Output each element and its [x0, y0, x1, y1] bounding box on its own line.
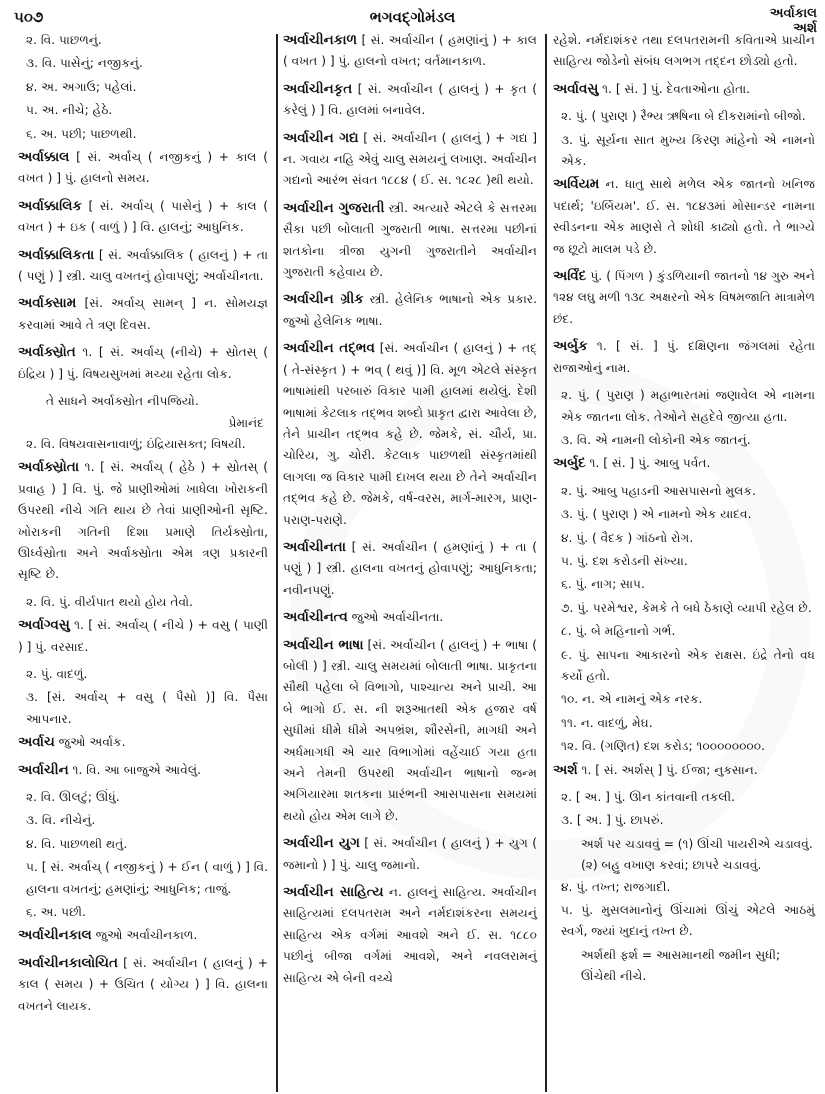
dictionary-columns [0, 30, 825, 1094]
entry-definition: ન. ધાતુ સાથે મળેલ એક જાતનો ખનિજ પદાર્થ; 'ઇર્બિયમ'. ઈ. સ. ૧૮૪૩માં મોસાન્ડર નામના સ્વીડનના એક માણસે તે શોધી કાઢ્યો હતો. તે ભાગ્યે જ છૂટો માલમ પડે છે. [553, 177, 815, 256]
entry-sense: ૩. વિ. પાસેનું; નજીકનું. [26, 56, 143, 71]
dictionary-entry [18, 953, 268, 1017]
entry-sense: ૩. [ અ. ] પું. છાપરું. [561, 813, 664, 828]
entry-headword: અર્વાક્સ્રોત [18, 344, 76, 361]
entry-sense: ૨. પું. ( પુરાણ ) મહાભારતમાં જણાવેલ એ નામના એક જાતના લોક. તેઓને સહદેવે જીત્યા હતા. [561, 388, 815, 424]
entry-headword: અર્વિંદ [553, 268, 587, 285]
entry-sense: ૪. વિ. પાછળથી થતું. [26, 836, 128, 851]
entry-headword: અર્બુક [553, 338, 588, 355]
entry-definition: [ સં. અર્વાચીન ( હાલનું ) + ગદ્ય ] ન. ગવાય નહિ એવું ચાલુ સમયનું લખાણ. અર્વાચીન ગદ્યનો આરંભ સંવત ૧૮૮૪ ( ઈ. સ. ૧૮૨૮ )થી થયો. [283, 130, 538, 188]
entry-headword: અર્વાચીન સાહિત્ય [283, 884, 384, 901]
dictionary-entry [18, 732, 268, 753]
entry-definition: [ સં. અર્વાચ્ ( પાસેનું ) + કાલ ( વખત ) + ઇક ( વાળું ) ] વિ. હાલનું; આધુનિક. [18, 198, 268, 235]
entry-headword: અર્વાચીનકાલોચિત [18, 954, 118, 971]
entry-definition: ૧. [ સં. અર્વાચ્ ( નીચે ) + વસુ ( પાણી ) ] પું. વરસાદ. [18, 618, 268, 654]
entry-sense: ૨. વિ. પાછળનું. [26, 33, 102, 47]
dictionary-entry [553, 336, 815, 379]
dictionary-entry [283, 537, 537, 601]
entry-headword: અર્વાક્કાલિકતા [18, 246, 95, 263]
quotation-attribution: પ્રેમાનંદ [228, 415, 264, 430]
entry-definition: ૧. [ સં. ] પું. દેવતાઓના હોતા. [598, 81, 751, 96]
entry-definition: સ્ત્રી. અત્યારે એટલે કે સત્તરમા સૈકા પછી બોલાતી ગુજરાતી ભાષા. સત્તરમા પછીનાં શતકોના ત્રીજા યુગની ગુજરાતીને અર્વાચીન ગુજરાતી કહેવાય છે. [283, 200, 537, 280]
entry-sense: ૧૦. ન. એ નામનું એક નરક. [561, 692, 703, 707]
dictionary-entry [283, 289, 537, 332]
dictionary-entry [553, 266, 815, 330]
page-title: ભગવદ્ગોમંડલ [369, 8, 456, 26]
dictionary-entry [283, 833, 537, 876]
entry-definition: જુઓ અર્વાચીનતા. [347, 610, 444, 625]
entry-sense: ૩. પું. ( પુરાણ ) એ નામનો એક યાદવ. [561, 507, 752, 522]
dictionary-entry [18, 760, 268, 781]
entry-sense: ૫. પું. દશ કરોડની સંખ્યા. [561, 553, 688, 568]
entry-headword: અર્વાક્સ્રોતા [18, 459, 80, 476]
entry-sense: ૬. અ. પછી; પાછળથી. [26, 126, 137, 141]
dictionary-entry [18, 615, 268, 658]
column-divider [545, 34, 547, 1092]
entry-headword: અર્વાચીન ગ્રીક [283, 291, 364, 308]
entry-definition: [ સં. અર્વાચીન ( હાલનું ) + કાલ ( સમય ) + ઉચિત ( યોગ્ય ) ] વિ. હાલના વખતને લાયક. [18, 955, 268, 1013]
entry-definition: ૧. [ સં. ] પું. દક્ષિણના જંગલમાં રહેતા રાજાઓનું નામ. [553, 339, 815, 375]
entry-headword: અર્વાચીનકૃત [283, 80, 353, 97]
entry-headword: અર્વાવસુ [553, 80, 599, 97]
entry-headword: અર્વાચીન ગુજરાતી [283, 199, 385, 216]
entry-headword: અર્વાચીનત્વ [283, 609, 348, 626]
entry-definition: [ સં. અર્વાચીન ( હાલનું ) + કૃત ( કરેલું ) ] વિ. હાલમાં બનાવેલ. [283, 81, 537, 118]
dictionary-entry [283, 79, 537, 122]
dictionary-entry [283, 30, 537, 73]
entry-sense: ૪. પું. ( વૈદક ) ગાંઠનો રોગ. [561, 530, 694, 545]
entry-sense: ૩. વિ. એ નામની લોકોની એક જાતનું. [561, 432, 751, 447]
entry-definition: જુઓ અર્વાચીનકાળ. [91, 928, 198, 943]
entry-definition: ૧. [ સં. અર્વાચ્ (નીચે) + સ્રોતસ્ ( ઇંદ્રિય ) ] પું. વિષયસુખમાં મચ્યા રહેતા લોક. [18, 345, 268, 381]
entry-definition: ૧. [ સં. અર્વાચ્ ( હેઠે ) + સ્રોતસ્ ( પ્રવાહ ) ] વિ. પું. જે પ્રાણીઓમાં ખાધેલા ખોરાકની ઉપરથી નીચે ગતિ થાય છે તેવાં પ્રાણીઓની સૃષ્ટિ. ખોરાકની ગતિની દિશા પ્રમાણે તિર્યક્સ્રોતા, ઊર્ધ્વસ્રોતા અને અર્વાક્સ્રોતા એમ ત્રણ પ્રકારની સૃષ્ટિ છે. [18, 460, 268, 582]
entry-headword: અર્શ [553, 761, 578, 778]
entry-definition: ન. હાલનું સાહિત્ય. અર્વાચીન સાહિત્યમાં દલપતરામ અને નર્મદાશંકરના સમયનું સાહિત્ય એક વર્ગમાં આવશે અને ઈ. સ. ૧૮૮૦ પછીનું બીજા વર્ગમાં આવશે, અને નવલરામનું સાહિત્ય એ બેની વચ્ચે [283, 885, 537, 985]
dictionary-entry [283, 607, 537, 628]
entry-headword: અર્વાચીનકાલ [18, 927, 92, 944]
entry-definition: ૧. [ સં. ] પું. આબુ પર્વત. [585, 456, 711, 471]
entry-headword: અર્વાચ [18, 734, 55, 751]
entry-sense: ૫. [ સં. અર્વાચ્ ( નજીકનું ) + ઈન ( વાળું ) ] વિ. હાલના વખતનું; હમણાંનું; આધુનિક; તાજું. [26, 860, 268, 896]
entry-sense: ૨. પું. આબુ પહાડની આસપાસનો મુલક. [561, 483, 756, 498]
dictionary-entry [553, 760, 815, 781]
entry-headword: અર્વાચીનતા [283, 538, 346, 555]
entry-definition: સ્ત્રી. હેલેનિક ભાષાનો એક પ્રકાર. જુઓ હેલેનિક ભાષા. [283, 292, 537, 328]
column-3 [553, 30, 815, 1094]
column-divider [276, 34, 278, 1092]
dictionary-entry [553, 174, 815, 260]
dictionary-entry [18, 147, 268, 190]
entry-sense: ૮. પું. બે મહિનાનો ગર્ભ. [561, 624, 676, 639]
entry-sense: ૩. વિ. નીચેનું. [26, 813, 96, 828]
entry-sense: ૪. અ. અગાઉ; પહેલાં. [26, 79, 137, 94]
entry-sense: ૬. અ. પછી. [26, 905, 86, 920]
entry-sense: ૭. પું. પરમેશ્વર, કેમકે તે બધે ઠેકાણે વ્યાપી રહેલ છે. [561, 600, 812, 615]
entry-definition: જુઓ અર્વાક. [54, 735, 126, 750]
entry-sense: ૯. પું. સાપના આકારનો એક રાક્ષસ. ઇંદ્રે તેનો વધ કર્યો હતો. [561, 647, 815, 683]
entry-sense: ૨. વિ. ઊલટું; ઊંધું. [26, 790, 120, 804]
entry-definition: [ સં. અર્વાચીન ( હાલનું ) + યુગ ( જમાનો ) ] પું. ચાલુ જમાનો. [283, 836, 537, 872]
entry-sense: ૧૨. વિ. (ગણિત) દશ કરોડ; ૧૦૦૦૦૦૦૦૦. [561, 739, 765, 754]
entry-sense: ૨. પું. ( પુરાણ ) રૈભ્ય ઋષિના બે દીકરામાંનો બીજો. [561, 109, 806, 124]
entry-headword: અર્વાગ્વસુ [18, 617, 70, 634]
entry-definition: [સં. અર્વાચીન ( હાલનું ) + તદ્ ( તે-સંસ્કૃત ) + ભવ્ ( થવું )] વિ. મૂળ એટલે સંસ્કૃત ભાષામાંથી પરબારું વિકાર પામી હાલમાં થયેલું. દેશી ભાષામાં કેટલાક તદ્ભવ શબ્દો પ્રાકૃત દ્વારા આવેલા છે, તેને પ્રાચીન તદ્ભવ કહે છે. જેમકે, સં. ચૌર્ય, પ્રા. ચોરિય, ગુ. ચોરી. કેટલાક પાછળથી સંસ્કૃતમાંથી લાગલા જ વિકાર પામી દાખલ થયા છે તેને અર્વાચીન તદ્ભવ કહે છે. જેમકે, વર્ષ-વરસ, માર્ગ-મારગ, પ્રાણ-પરાણ-પરાણે. [283, 341, 537, 527]
dictionary-entry [283, 198, 537, 284]
entry-definition: [ સં. અર્વાચીન ( હમણાંનું ) + તા ( પણું ) ] સ્ત્રી. હાલના વખતનું હોવાપણું; આધુનિકતા; નવીનપણું. [283, 539, 537, 597]
entry-headword: અર્વાચીનકાળ [283, 32, 358, 48]
entry-sense: ૨. પું. વાદળું. [26, 666, 88, 681]
entry-headword: અર્વાચીન યુગ [283, 835, 360, 852]
dictionary-entry [18, 925, 268, 946]
entry-sense: ૧૧. ન. વાદળું, મેઘ. [561, 715, 653, 730]
entry-definition: ૧. [ સં. અર્શસ્ ] પું. ઈજા; નુકસાન. [577, 762, 758, 777]
dictionary-entry [283, 882, 537, 989]
entry-headword: અર્વાક્કાલિક [18, 197, 82, 214]
guide-word-last: અર્શ [793, 21, 817, 36]
page-number: ૫૦૭ [14, 8, 44, 26]
entry-quotation: અર્શ પર ચડાવવું = (૧) ઊંચી પાયરીએ ચડાવવું. (૨) બહુ વખાણ કરવાં; છાપરે ચડાવવું. [581, 836, 813, 873]
entry-quotation: અર્શથી ફર્શ = આસમાનથી જમીન સુધી; ઊંચેથી નીચે. [581, 947, 781, 984]
entry-definition: ૧. વિ. આ બાજુએ આવેલું. [68, 762, 201, 777]
entry-sense: ૫. અ. નીચે; હેઠે. [26, 103, 113, 118]
entry-continuation: રહેશે. નર્મદાશંકર તથા દલપતરામની કવિતાએ પ્રાચીન સાહિત્ય જોડેનો સંબંધ લગભગ તદ્દન છોડ્યો હતો. [553, 33, 815, 69]
entry-headword: અર્વાચીન [18, 761, 69, 778]
column-1 [18, 30, 268, 1094]
entry-headword: અર્વાચીન ગદ્ય [283, 129, 359, 146]
entry-quotation: તે સાધને અર્વાક્સ્રોત નીપજિયો. [46, 394, 199, 409]
entry-definition: [સં. અર્વાચ્ સામન્ ] ન. સોમયજ્ઞ કરવામાં આવે તે ત્રણ દિવસ. [18, 296, 268, 332]
entry-sense: ૫. પું. મુસલમાનોનું ઊંચામાં ઊંચું એટલે આઠમું સ્વર્ગ, જ્યાં ખુદાનું તખ્ત છે. [561, 903, 815, 939]
dictionary-entry [553, 79, 815, 100]
entry-headword: અર્વાક્કાલ [18, 149, 70, 166]
entry-definition: પું. ( પિંગળ ) કુંડળિયાની જાતનો ૧૪ ગુરુ અને ૧૨૪ લઘુ મળી ૧૩૮ અક્ષરનો એક વિષમજાતિ માત્રામેળ છંદ. [553, 269, 815, 326]
dictionary-entry [18, 342, 268, 385]
entry-sense: ૨. વિ. પું. વીર્યપાત થયો હોય તેવો. [26, 594, 193, 609]
guide-word-first: અર્વાકાલ [769, 6, 817, 21]
entry-headword: અર્વાચીન ભાષા [283, 636, 364, 653]
dictionary-entry [283, 338, 537, 531]
dictionary-entry [553, 453, 815, 474]
dictionary-entry [18, 196, 268, 239]
entry-sense: ૨. વિ. વિષયવાસનાવાળું; ઇંદ્રિયાસક્ત; વિષયી. [26, 436, 246, 451]
entry-sense: ૨. [ અ. ] પું. ઊન કાંતવાની તકલી. [561, 790, 735, 804]
entry-definition: [ સં. અર્વાચીન ( હમણાંનું ) + કાલ ( વખત ) ] પું. હાલનો વખત; વર્તમાનકાળ. [283, 33, 537, 69]
dictionary-entry [283, 635, 537, 828]
entry-headword: અર્વિયમ [553, 176, 600, 193]
column-2 [283, 30, 537, 1094]
dictionary-entry [18, 293, 268, 336]
entry-sense: ૩. પું. સૂર્યના સાત મુખ્ય કિરણ માંહેનો એ નામનો એક. [561, 132, 815, 169]
entry-sense: ૩. [સં. અર્વાચ્ + વસુ ( પૈસો )] વિ. પૈસા આપનાર. [26, 690, 268, 726]
entry-definition: [ સં. અર્વાચ્ ( નજીકનું ) + કાલ ( વખત ) ] પું. હાલનો સમય. [18, 150, 268, 186]
entry-definition: [ સં. અર્વાક્કાલિક ( હાલનું ) + તા ( પણું ) ] સ્ત્રી. ચાલુ વખતનું હોવાપણું; અર્વાચીનતા. [18, 247, 268, 284]
entry-sense: ૪. પું. તખ્ત; રાજગાદી. [561, 879, 671, 894]
entry-headword: અર્બુદ [553, 455, 586, 472]
dictionary-entry [18, 245, 268, 288]
dictionary-entry [18, 457, 268, 585]
dictionary-entry [283, 128, 537, 192]
entry-definition: [સં. અર્વાચીન ( હાલનું ) + ભાષા ( બોલી ) ] સ્ત્રી. ચાલુ સમયમાં બોલાતી ભાષા. પ્રાકૃતના સૌથી પહેલા બે વિભાગો, પાશ્ચાત્ય અને પ્રાચી. આ બે ભાગો ઈ. સ. ની શરૂઆતથી એક હજાર વર્ષ સુધીમાં ધીમે ધીમે અપભ્રંશ, શૌરસેની, માગધી અને અર્ધમાગધી એ ચાર વિભાગોમાં વહેંચાઈ ગયા હતા અને તેમની ઉપરથી અર્વાચીન ભાષાનો જન્મ અગિયારમા શતકના પ્રારંભની આસપાસના સમયમાં થયો હોય એમ લાગે છે. [283, 637, 538, 823]
entry-headword: અર્વાક્સામ [18, 295, 77, 312]
entry-sense: ૬. પું. નાગ; સાપ. [561, 577, 645, 592]
entry-headword: અર્વાચીન તદ્ભવ [283, 340, 375, 357]
